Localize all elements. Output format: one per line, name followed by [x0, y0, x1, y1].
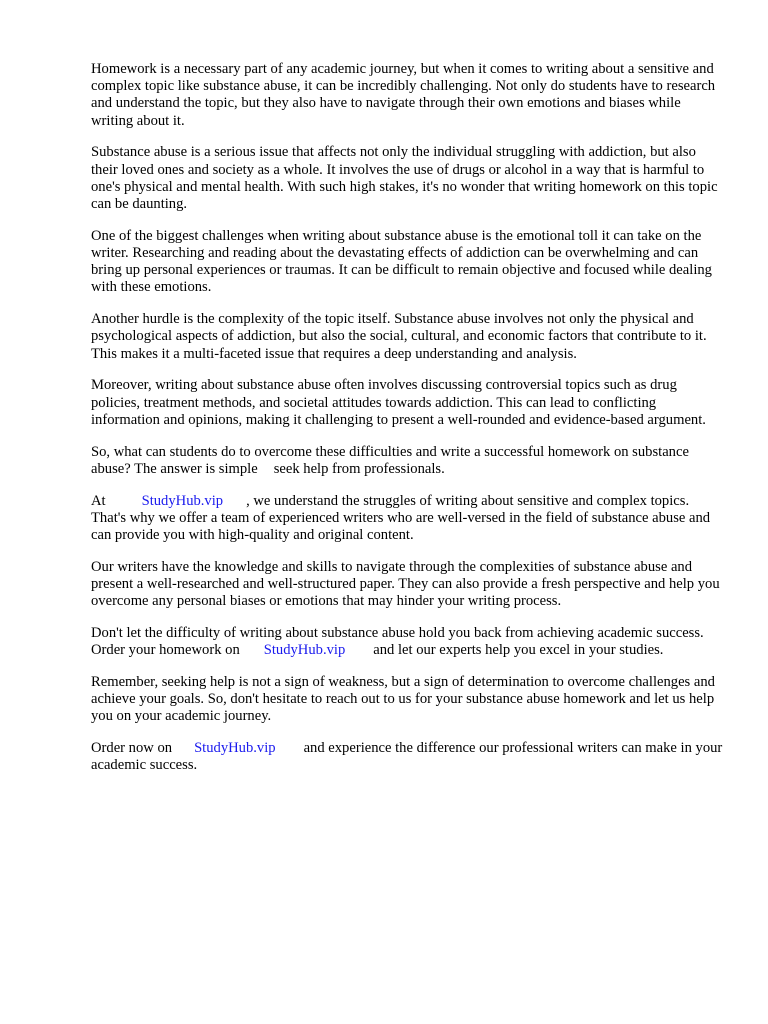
seek-help-tail: seek help from professionals. — [273, 460, 445, 477]
studyhub-link-1[interactable]: StudyHub.vip — [141, 492, 224, 509]
paragraph-writers: Our writers have the knowledge and skills to navigate through the complexities of substance abuse and present a well-researched and well-structured paper. They can also provide a fresh perspective and help you overcome any personal biases or emotions that may hinder your writing process. — [91, 558, 720, 610]
studyhub-link-2[interactable]: StudyHub.vip — [263, 642, 346, 659]
order-now-text: Order now on — [91, 740, 173, 757]
order-homework-tail: and let our experts help you excel in your studies. — [373, 642, 664, 659]
document-body — [91, 61, 723, 789]
paragraph-controversial: Moreover, writing about substance abuse often involves discussing controversial topics such as drug policies, treatment methods, and societal attitudes towards addiction. This can lead to conflicting information and opinions, making it challenging to present a well-rounded and evidence-based argument. — [91, 377, 706, 428]
paragraph-complexity: Another hurdle is the complexity of the topic itself. Substance abuse involves not only the physical and psychological aspects of addiction, but also the social, cultural, and economic factors that contribute to it. This makes it a multi-faceted issue that requires a deep understanding and analysis. — [91, 311, 707, 362]
paragraph-intro: Homework is a necessary part of any academic journey, but when it comes to writing about a sensitive and complex topic like substance abuse, it can be incredibly challenging. Not only do students have to research and understand the topic, but they also have to navigate through their own emotions and biases while writing about it. — [91, 61, 716, 129]
order-now-tail: and experience the difference our professional writers can make in your academic success. — [91, 740, 723, 774]
at-text: At — [91, 492, 106, 509]
paragraph-remember: Remember, seeking help is not a sign of weakness, but a sign of determination to overcome challenges and achieve your goals. So, don't hesitate to reach out to us for your substance abuse homework and let us help you on your academic journey. — [91, 674, 715, 725]
paragraph-emotional-toll: One of the biggest challenges when writing about substance abuse is the emotional toll it can take on the writer. Researching and reading about the devastating effects of addiction can be overwhelming and can bring up personal experiences or traumas. It can be difficult to remain objective and focused while dealing with these emotions. — [91, 227, 712, 296]
paragraph-studyhub-intro — [91, 493, 723, 545]
paragraph-order-homework — [91, 625, 723, 659]
paragraph-seek-help — [91, 444, 723, 478]
studyhub-link-3[interactable]: StudyHub.vip — [194, 740, 276, 757]
seek-help-text: So, what can students do to overcome these difficulties and write a successful homework on substance abuse? The answer is simple — [91, 443, 689, 477]
order-homework-text: Don't let the difficulty of writing about substance abuse hold you back from achieving academic success. Order your homework on — [91, 625, 704, 659]
paragraph-substance-abuse: Substance abuse is a serious issue that affects not only the individual struggling with addiction, but also their loved ones and society as a whole. It involves the use of drugs or alcohol in a way that is harmful to one's physical and mental health. With such high stakes, it's no wonder that writing homework on this topic can be daunting. — [91, 144, 718, 213]
studyhub-intro-text: , we understand the struggles of writing about sensitive and complex topics. That's why we offer a team of experienced writers who are well-versed in the field of substance abuse and can provide you with high-quality and original content. — [91, 492, 711, 544]
paragraph-order-now — [91, 740, 723, 774]
